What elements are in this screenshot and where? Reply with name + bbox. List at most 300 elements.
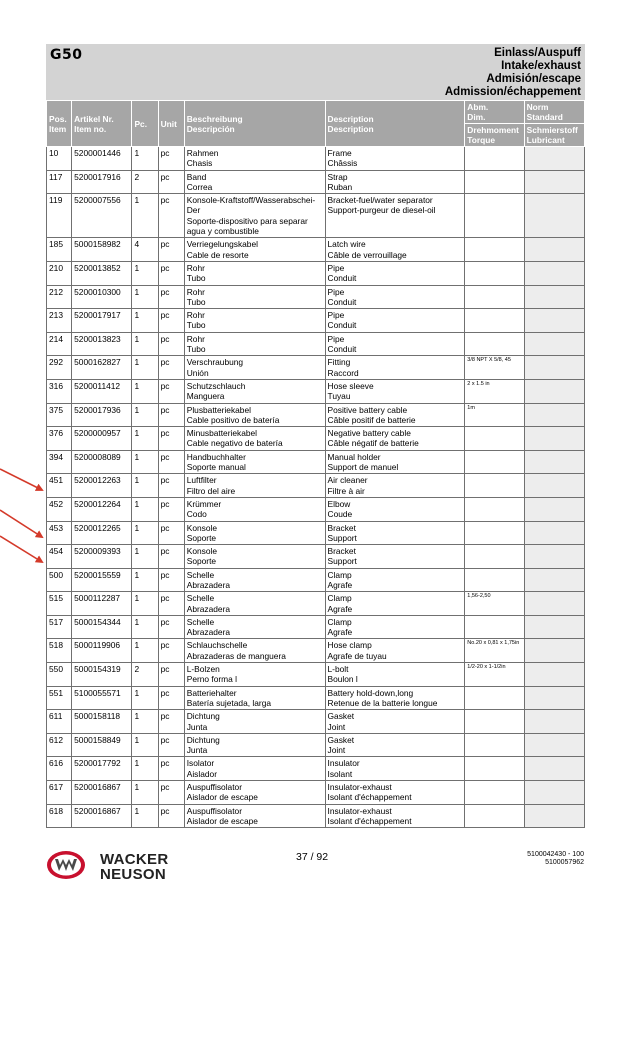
cell-dim — [465, 757, 524, 781]
cell-dim — [465, 309, 524, 333]
brand-line-2: NEUSON — [100, 866, 166, 883]
cell-article — [72, 663, 132, 687]
description-fr: Ruban — [327, 181, 353, 192]
pos-value: 119 — [49, 195, 63, 206]
cell-description — [325, 427, 465, 451]
quantity: 1 — [134, 593, 140, 604]
cell-article — [72, 170, 132, 194]
cell-pc — [132, 194, 158, 238]
cell-norm — [524, 356, 584, 380]
description-en: Positive battery cable — [327, 404, 408, 415]
cell-pc — [132, 592, 158, 616]
article-number: 5000162827 — [74, 357, 121, 368]
article-number: 5200012263 — [74, 475, 121, 486]
cell-pc — [132, 663, 158, 687]
description-es: Abrazadera — [186, 603, 231, 614]
description-fr: Joint — [327, 745, 346, 756]
description-en: Hose sleeve — [327, 380, 374, 391]
cell-dim — [465, 592, 524, 616]
doc-number-2: 5100057962 — [545, 859, 584, 866]
cell-beschreibung — [184, 592, 325, 616]
description-en: Pipe — [327, 310, 345, 321]
cell-norm — [524, 332, 584, 356]
description-fr: Agrafe — [327, 603, 353, 614]
cell-dim — [465, 781, 524, 805]
description-es: Unión — [186, 367, 209, 378]
description-es: Cable positivo de batería — [186, 414, 280, 425]
description-es: Tubo — [186, 320, 206, 331]
page-header — [46, 44, 585, 100]
cell-description — [325, 615, 465, 639]
cell-norm — [524, 285, 584, 309]
description-fr: Agrafe — [327, 627, 353, 638]
description-de: Konsole — [186, 546, 217, 557]
description-de: Luftfilter — [186, 475, 217, 486]
cell-dim — [465, 663, 524, 687]
pos-value: 292 — [49, 357, 63, 368]
cell-article — [72, 804, 132, 828]
quantity: 2 — [134, 171, 140, 182]
cell-article — [72, 733, 132, 757]
description-de: Rohr — [186, 333, 205, 344]
description-en: Bracket-fuel/water separator — [327, 195, 433, 206]
description-fr: Isolant d'échappement — [327, 792, 412, 803]
unit: pc — [160, 640, 170, 651]
quantity: 1 — [134, 711, 140, 722]
cell-norm — [524, 379, 584, 403]
unit: pc — [160, 616, 170, 627]
article-number: 5000158982 — [74, 239, 121, 250]
table-row — [47, 474, 585, 498]
dimension-value: 1/2-20 x 1-1/2in — [467, 664, 506, 671]
pos-value: 316 — [49, 380, 63, 391]
cell-description — [325, 332, 465, 356]
description-en: Frame — [327, 148, 352, 158]
cell-unit — [158, 332, 184, 356]
cell-beschreibung — [184, 427, 325, 451]
cell-pc — [132, 261, 158, 285]
cell-dim — [465, 568, 524, 592]
quantity: 1 — [134, 195, 140, 206]
unit: pc — [160, 239, 170, 250]
quantity: 1 — [134, 522, 140, 533]
pos-value: 185 — [49, 239, 63, 250]
quantity: 1 — [134, 310, 140, 321]
description-en: L-bolt — [327, 664, 349, 675]
col-header-article: Artikel Nr. Item no. — [72, 101, 132, 147]
cell-beschreibung — [184, 147, 325, 171]
description-es: Junta — [186, 745, 208, 756]
cell-unit — [158, 379, 184, 403]
cell-beschreibung — [184, 757, 325, 781]
cell-pos — [47, 521, 72, 545]
cell-description — [325, 804, 465, 828]
description-es: Tubo — [186, 344, 206, 355]
cell-dim — [465, 238, 524, 262]
cell-description — [325, 238, 465, 262]
cell-dim — [465, 285, 524, 309]
cell-norm — [524, 309, 584, 333]
cell-dim — [465, 521, 524, 545]
article-number: 5200007556 — [74, 195, 121, 206]
description-fr: Conduit — [327, 273, 357, 284]
cell-dim — [465, 615, 524, 639]
cell-pos — [47, 733, 72, 757]
cell-pos — [47, 332, 72, 356]
cell-description — [325, 521, 465, 545]
table-row — [47, 568, 585, 592]
cell-description — [325, 781, 465, 805]
article-number: 5200015559 — [74, 569, 121, 580]
quantity: 1 — [134, 616, 140, 627]
cell-unit — [158, 804, 184, 828]
pos-value: 611 — [49, 711, 63, 722]
cell-dim — [465, 450, 524, 474]
cell-unit — [158, 170, 184, 194]
quantity: 2 — [134, 664, 140, 675]
quantity: 1 — [134, 380, 140, 391]
cell-dim — [465, 379, 524, 403]
description-es: Aislador — [186, 768, 217, 779]
cell-unit — [158, 545, 184, 569]
unit: pc — [160, 286, 170, 297]
cell-article — [72, 686, 132, 710]
table-row — [47, 261, 585, 285]
description-en: Battery hold-down,long — [327, 687, 414, 698]
cell-pos — [47, 403, 72, 427]
cell-beschreibung — [184, 733, 325, 757]
cell-pos — [47, 686, 72, 710]
cell-beschreibung — [184, 521, 325, 545]
cell-beschreibung — [184, 170, 325, 194]
table-row — [47, 309, 585, 333]
unit: pc — [160, 664, 170, 675]
description-es: Cable de resorte — [186, 249, 249, 260]
cell-dim — [465, 403, 524, 427]
pos-value: 117 — [49, 171, 63, 182]
description-fr: Câble de verrouillage — [327, 249, 407, 260]
description-en: Fitting — [327, 357, 351, 368]
pos-value: 617 — [49, 782, 63, 793]
description-de: Konsole — [186, 522, 217, 533]
description-fr: Joint — [327, 721, 346, 732]
table-row — [47, 781, 585, 805]
cell-pc — [132, 474, 158, 498]
cell-norm — [524, 427, 584, 451]
article-number: 5200011412 — [74, 380, 121, 391]
description-de: Handbuchhalter — [186, 451, 246, 462]
cell-dim — [465, 170, 524, 194]
cell-description — [325, 710, 465, 734]
dimension-value: 2 x 1.5 in — [467, 380, 490, 387]
page-number: 37 / 92 — [296, 851, 329, 863]
quantity: 1 — [134, 640, 140, 651]
description-de: Krümmer — [186, 498, 222, 509]
cell-norm — [524, 639, 584, 663]
quantity: 1 — [134, 428, 140, 439]
cell-article — [72, 497, 132, 521]
table-row — [47, 639, 585, 663]
table-row — [47, 356, 585, 380]
description-es: Codo — [186, 509, 207, 520]
article-number: 5200000957 — [74, 428, 121, 439]
pos-value: 517 — [49, 616, 63, 627]
unit: pc — [160, 195, 170, 206]
description-es: Soporte manual — [186, 462, 246, 473]
cell-unit — [158, 450, 184, 474]
pos-value: 375 — [49, 404, 63, 415]
cell-description — [325, 497, 465, 521]
description-es: Chasis — [186, 158, 213, 169]
description-fr: Câble positif de batterie — [327, 414, 416, 425]
description-en: Clamp — [327, 593, 352, 604]
article-number: 5200008089 — [74, 451, 121, 462]
description-fr: Support-purgeur de diesel-oil — [327, 205, 436, 216]
cell-description — [325, 474, 465, 498]
quantity: 1 — [134, 546, 140, 557]
unit: pc — [160, 569, 170, 580]
cell-dim — [465, 356, 524, 380]
cell-norm — [524, 710, 584, 734]
description-de: Schelle — [186, 593, 215, 604]
description-fr: Retenue de la batterie longue — [327, 697, 438, 708]
table-row — [47, 170, 585, 194]
red-arrow-icon — [0, 536, 42, 562]
pos-value: 618 — [49, 805, 63, 816]
unit: pc — [160, 380, 170, 391]
cell-unit — [158, 261, 184, 285]
description-es: Soporte-dispositivo para separar agua y combustible — [186, 215, 308, 237]
pos-value: 212 — [49, 286, 63, 297]
cell-unit — [158, 781, 184, 805]
cell-description — [325, 285, 465, 309]
cell-pc — [132, 403, 158, 427]
cell-pos — [47, 474, 72, 498]
description-es: Abrazadera — [186, 627, 231, 638]
cell-dim — [465, 710, 524, 734]
cell-pc — [132, 545, 158, 569]
cell-dim — [465, 804, 524, 828]
cell-beschreibung — [184, 403, 325, 427]
description-de: Rohr — [186, 262, 205, 273]
description-de: Schelle — [186, 569, 215, 580]
description-en: Strap — [327, 171, 348, 182]
cell-pos — [47, 427, 72, 451]
cell-pc — [132, 450, 158, 474]
description-en: Elbow — [327, 498, 351, 509]
cell-beschreibung — [184, 686, 325, 710]
cell-dim — [465, 474, 524, 498]
pos-value: 454 — [49, 546, 63, 557]
cell-description — [325, 733, 465, 757]
unit: pc — [160, 404, 170, 415]
description-de: Isolator — [186, 758, 215, 769]
pos-value: 612 — [49, 734, 63, 745]
description-fr: Châssis — [327, 158, 358, 169]
description-en: Clamp — [327, 616, 352, 627]
pos-value: 376 — [49, 428, 63, 439]
description-es: Batería sujetada, larga — [186, 697, 272, 708]
description-de: Band — [186, 171, 207, 182]
cell-pos — [47, 147, 72, 171]
unit: pc — [160, 475, 170, 486]
cell-pos — [47, 285, 72, 309]
description-de: Plusbatteriekabel — [186, 404, 251, 415]
cell-pc — [132, 615, 158, 639]
cell-norm — [524, 147, 584, 171]
cell-pc — [132, 170, 158, 194]
article-number: 5200010300 — [74, 286, 121, 297]
cell-unit — [158, 147, 184, 171]
article-number: 5200012264 — [74, 498, 121, 509]
quantity: 1 — [134, 805, 140, 816]
article-number: 5200017917 — [74, 310, 121, 321]
pos-value: 518 — [49, 640, 63, 651]
cell-pos — [47, 592, 72, 616]
description-fr: Agrafe de tuyau — [327, 650, 387, 661]
pos-value: 210 — [49, 262, 63, 273]
cell-pc — [132, 238, 158, 262]
cell-beschreibung — [184, 497, 325, 521]
table-row — [47, 733, 585, 757]
section-title-de: Einlass/Auspuff — [494, 47, 581, 59]
table-row — [47, 147, 585, 171]
cell-pos — [47, 615, 72, 639]
cell-article — [72, 781, 132, 805]
cell-article — [72, 379, 132, 403]
description-es: Junta — [186, 721, 208, 732]
description-en: Bracket — [327, 522, 356, 533]
description-fr: Conduit — [327, 320, 357, 331]
article-number: 5000112287 — [74, 593, 121, 604]
cell-pos — [47, 781, 72, 805]
cell-beschreibung — [184, 379, 325, 403]
description-es: Manguera — [186, 391, 225, 402]
cell-article — [72, 194, 132, 238]
description-de: Auspuffisolator — [186, 782, 242, 793]
table-row — [47, 663, 585, 687]
description-de: Rahmen — [186, 148, 219, 158]
description-es: Cable negativo de batería — [186, 438, 283, 449]
cell-description — [325, 403, 465, 427]
cell-beschreibung — [184, 332, 325, 356]
article-number: 5200016867 — [74, 805, 121, 816]
cell-norm — [524, 474, 584, 498]
doc-number-1: 5100042430 - 100 — [527, 851, 584, 858]
cell-norm — [524, 733, 584, 757]
cell-beschreibung — [184, 639, 325, 663]
cell-pc — [132, 379, 158, 403]
cell-pos — [47, 804, 72, 828]
col-header-norm-standard: Norm Standard — [524, 101, 584, 124]
description-de: Dichtung — [186, 711, 220, 722]
col-header-abm-dim: Abm. Dim. — [465, 101, 524, 124]
cell-article — [72, 332, 132, 356]
col-header-description: Description Description — [325, 101, 465, 147]
cell-unit — [158, 639, 184, 663]
cell-article — [72, 615, 132, 639]
parts-table — [46, 100, 585, 828]
table-row — [47, 521, 585, 545]
table-row — [47, 686, 585, 710]
description-en: Negative battery cable — [327, 428, 411, 439]
description-es: Correa — [186, 181, 213, 192]
cell-pos — [47, 545, 72, 569]
section-title-es: Admisión/escape — [486, 73, 581, 85]
unit: pc — [160, 333, 170, 344]
description-en: Pipe — [327, 262, 345, 273]
unit: pc — [160, 310, 170, 321]
cell-article — [72, 639, 132, 663]
description-es: Soporte — [186, 532, 217, 543]
description-en: Latch wire — [327, 239, 366, 250]
table-row — [47, 757, 585, 781]
description-de: Auspuffisolator — [186, 805, 242, 816]
cell-pc — [132, 733, 158, 757]
cell-dim — [465, 686, 524, 710]
col-header-schmierstoff: Schmierstoff Lubricant — [524, 124, 584, 147]
description-de: Rohr — [186, 310, 205, 321]
cell-dim — [465, 639, 524, 663]
quantity: 1 — [134, 357, 140, 368]
description-de: Minusbatteriekabel — [186, 428, 258, 439]
cell-pc — [132, 781, 158, 805]
dimension-value: No.20 x 0,81 x 1,75in — [467, 640, 520, 647]
unit: pc — [160, 546, 170, 557]
description-es: Tubo — [186, 296, 206, 307]
table-row — [47, 592, 585, 616]
unit: pc — [160, 428, 170, 439]
cell-unit — [158, 568, 184, 592]
cell-pos — [47, 497, 72, 521]
cell-pos — [47, 663, 72, 687]
cell-article — [72, 356, 132, 380]
description-de: L-Bolzen — [186, 664, 220, 675]
pos-value: 515 — [49, 593, 63, 604]
unit: pc — [160, 262, 170, 273]
cell-beschreibung — [184, 261, 325, 285]
article-number: 5000158118 — [74, 711, 121, 722]
pos-value: 616 — [49, 758, 63, 769]
quantity: 4 — [134, 239, 140, 250]
cell-dim — [465, 733, 524, 757]
description-de: Batteriehalter — [186, 687, 237, 698]
cell-description — [325, 592, 465, 616]
cell-unit — [158, 521, 184, 545]
cell-pc — [132, 804, 158, 828]
table-row — [47, 285, 585, 309]
section-title-en: Intake/exhaust — [501, 60, 581, 72]
description-en: Pipe — [327, 333, 345, 344]
table-row — [47, 450, 585, 474]
pos-value: 394 — [49, 451, 63, 462]
cell-unit — [158, 194, 184, 238]
cell-article — [72, 403, 132, 427]
cell-article — [72, 568, 132, 592]
cell-dim — [465, 147, 524, 171]
cell-unit — [158, 356, 184, 380]
pos-value: 551 — [49, 687, 63, 698]
cell-article — [72, 450, 132, 474]
cell-description — [325, 194, 465, 238]
cell-beschreibung — [184, 285, 325, 309]
table-row — [47, 427, 585, 451]
cell-beschreibung — [184, 615, 325, 639]
article-number: 5200013823 — [74, 333, 121, 344]
cell-norm — [524, 568, 584, 592]
article-number: 5000119906 — [74, 640, 121, 651]
brand-logo — [46, 850, 86, 885]
